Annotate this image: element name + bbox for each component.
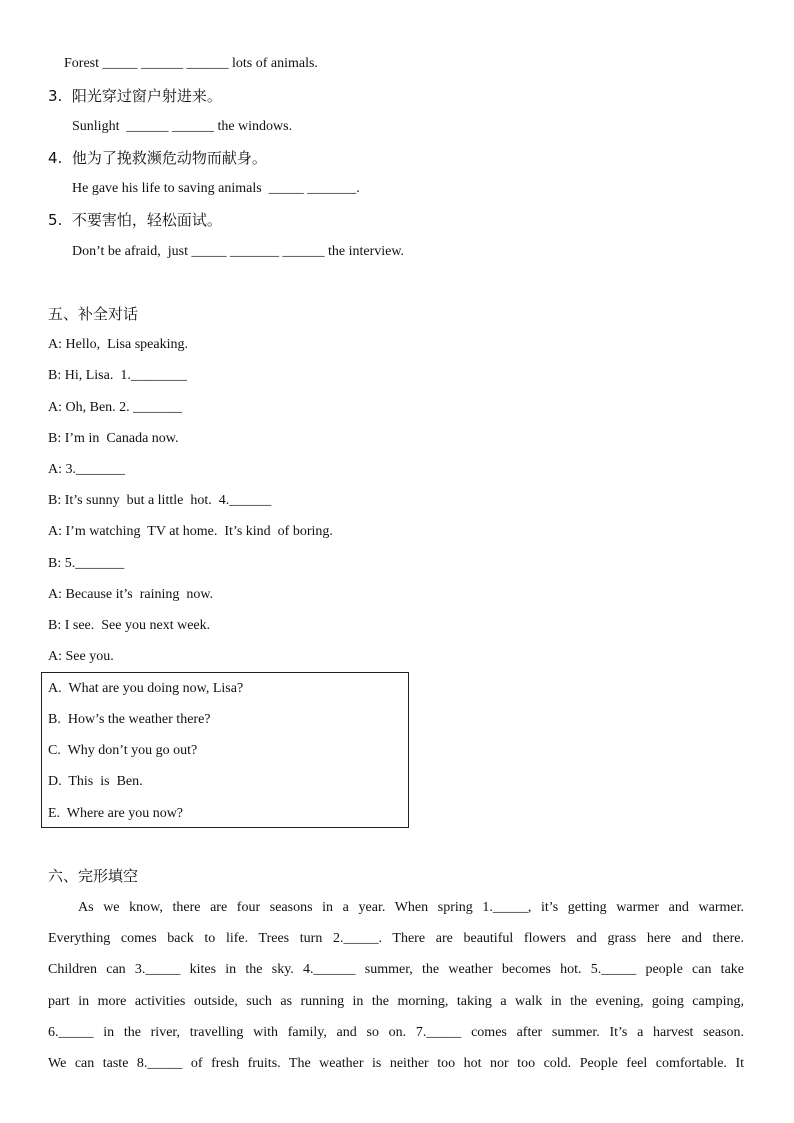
q5-chinese: 5. 不要害怕，轻松面试。: [48, 211, 222, 229]
dialogue-line: A: See you.: [48, 649, 114, 664]
option-item: D. This is Ben.: [48, 774, 143, 789]
q3-english: Sunlight ______ ______ the windows.: [72, 119, 293, 134]
q4-chinese: 4. 他为了挽救濒危动物而献身。: [48, 149, 267, 167]
cloze-line: Everything comes back to life. Trees turn 2._____. There are beautiful flowers and grass here and there.: [48, 931, 744, 946]
q2-english: Forest _____ ______ ______ lots of animals.: [64, 56, 318, 71]
section-heading: 六、完形填空: [48, 867, 139, 885]
dialogue-line: B: I’m in Canada now.: [48, 431, 179, 446]
option-item: B. How’s the weather there?: [48, 712, 211, 727]
dialogue-line: A: 3._______: [48, 462, 125, 477]
dialogue-line: A: I’m watching TV at home. It’s kind of boring.: [48, 524, 333, 539]
dialogue-line: B: I see. See you next week.: [48, 618, 211, 633]
cloze-line: part in more activities outside, such as running in the morning, taking a walk in the evening, going camping,: [48, 994, 744, 1009]
option-item: A. What are you doing now, Lisa?: [48, 681, 244, 696]
option-item: E. Where are you now?: [48, 806, 184, 821]
q5-english: Don’t be afraid, just _____ _______ ______ the interview.: [72, 244, 405, 259]
option-item: C. Why don’t you go out?: [48, 743, 198, 758]
dialogue-line: B: It’s sunny but a little hot. 4.______: [48, 493, 272, 508]
q4-english: He gave his life to saving animals _____ _______.: [72, 181, 360, 196]
dialogue-line: A: Because it’s raining now.: [48, 587, 214, 602]
dialogue-line: B: 5._______: [48, 556, 125, 571]
section-heading: 五、补全对话: [48, 305, 139, 323]
cloze-line: 6._____ in the river, travelling with family, and so on. 7._____ comes after summer. It’s a harvest season.: [48, 1025, 744, 1040]
cloze-line: As we know, there are four seasons in a year. When spring 1._____, it’s getting warmer and warmer.: [78, 900, 744, 915]
dialogue-line: B: Hi, Lisa. 1.________: [48, 368, 187, 383]
dialogue-line: A: Oh, Ben. 2. _______: [48, 400, 183, 415]
cloze-line: Children can 3._____ kites in the sky. 4.______ summer, the weather becomes hot. 5._____ people can take: [48, 962, 744, 977]
q3-chinese: 3. 阳光穿过窗户射进来。: [48, 87, 222, 105]
cloze-line: We can taste 8._____ of fresh fruits. The weather is neither too hot nor too cold. People feel comfortable. It: [48, 1056, 744, 1071]
dialogue-line: A: Hello, Lisa speaking.: [48, 337, 188, 352]
